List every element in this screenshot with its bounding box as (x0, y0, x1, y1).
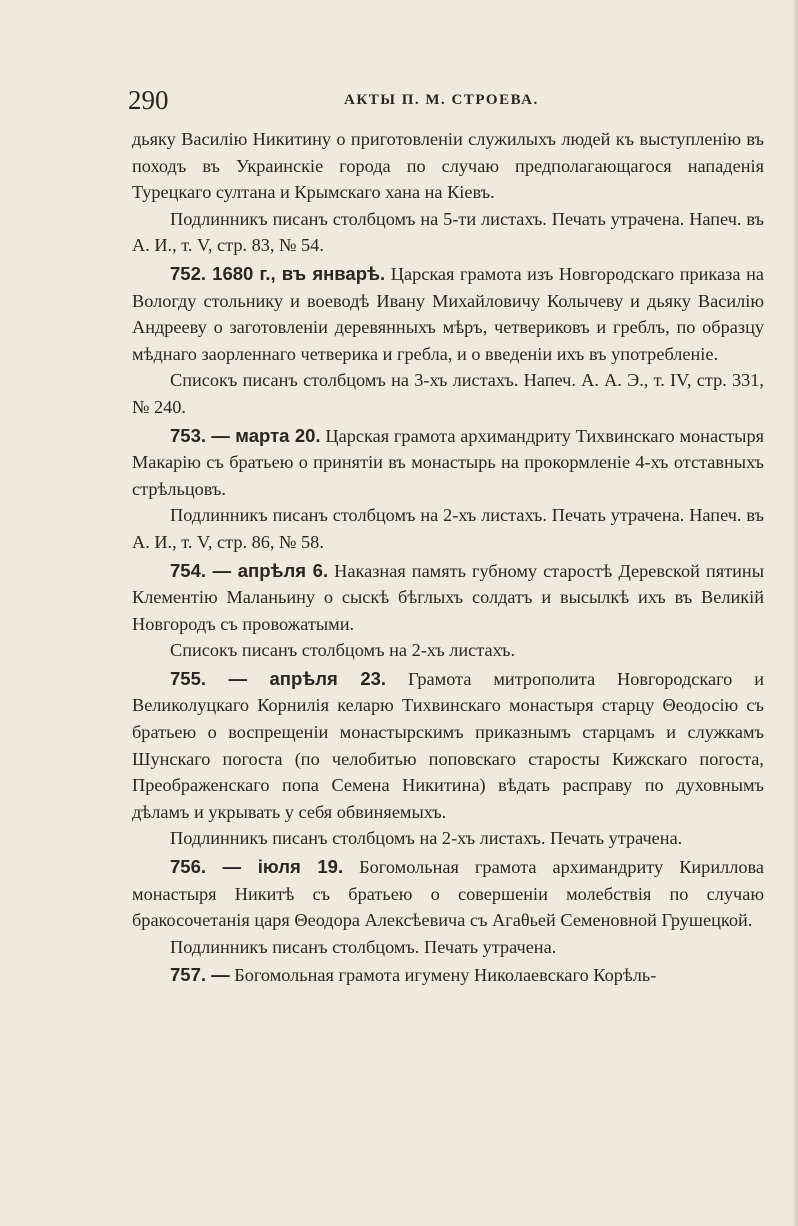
running-head: АКТЫ П. М. СТРОЕВА. (344, 92, 539, 108)
entry-757-lead: 757. — (170, 964, 230, 986)
entry-756-note: Подлинникъ писанъ столбцомъ. Печать утрачена. (170, 936, 557, 957)
continuation-text: дьяку Василію Никитину о приготовленіи служилыхъ людей къ выступленію въ походъ въ Украинскіе города по случаю предполагающагося нападенія Турецкаго султана и Крымскаго хана на Кіевъ. (132, 129, 764, 203)
entry-755-note: Подлинникъ писанъ столбцомъ на 2-хъ листахъ. Печать утрачена. (170, 828, 683, 849)
entry-757 (132, 962, 764, 989)
entry-756-lead: 756. — іюля 19. (170, 856, 344, 878)
entry-755-text: Грамота митрополита Новгородскаго и Великолуцкаго Корнилія келарю Тихвинскаго монастыря старцу Θеодосію съ братьею о воспрещеніи монастырскимъ приказнымъ старцамъ и служкамъ Шунскаго погоста (по челобитью поповскаго старосты Кижскаго погоста, Преображенскаго попа Семена Никитина) вѣдать расправу по духовнымъ дѣламъ и укрывать у себя обвиняемыхъ. (132, 668, 764, 822)
entry-752 (132, 261, 764, 367)
entry-755 (132, 666, 764, 826)
page-header (128, 82, 764, 118)
entry-754-note: Списокъ писанъ столбцомъ на 2-хъ листахъ. (170, 640, 516, 661)
entry-754 (132, 558, 764, 638)
entry-753-note: Подлинникъ писанъ столбцомъ на 2-хъ листахъ. Печать утрачена. Напеч. въ А. И., т. V, стр. 86, № 58. (132, 505, 764, 552)
entry-752-lead: 752. 1680 г., въ январѣ. (170, 262, 386, 284)
entry-754-text: Наказная память губному старостѣ Деревской пятины Клементію Маланьину о сыскѣ бѣглыхъ солдатъ и высылкѣ ихъ въ Великій Новгородъ съ провожатыми. (132, 560, 764, 634)
entry-755-lead: 755. — апрѣля 23. (170, 667, 387, 689)
page-edge-shadow (792, 0, 798, 1226)
continuation-note: Подлинникъ писанъ столбцомъ на 5-ти листахъ. Печать утрачена. Напеч. въ А. И., т. V, стр. 83, № 54. (132, 208, 764, 256)
entry-753 (132, 423, 764, 503)
page-body (132, 126, 764, 989)
entry-753-lead: 753. — марта 20. (170, 424, 321, 446)
entry-756-text: Богомольная грамота архимандриту Кириллова монастыря Никитѣ съ братьею о совершеніи молебствія по случаю бракосочетанія царя Θеодора Алексѣевича съ Агаθьей Семеновной Грушецкой. (132, 857, 764, 931)
page-number: 290 (128, 85, 169, 115)
entry-752-text: Царская грамота изъ Новгородскаго приказа на Вологду стольнику и воеводѣ Ивану Михайловичу Колычеву и дьяку Василію Андрееву о заготовленіи деревянныхъ мѣръ, четвериковъ и греблъ, по образцу мѣднаго заорленнаго четверика и гребла, и о введеніи ихъ въ употребленіе. (132, 263, 764, 364)
entry-752-note: Списокъ писанъ столбцомъ на 3-хъ листахъ. Напеч. А. А. Э., т. IV, стр. 331, № 240. (132, 370, 764, 417)
entry-757-text: Богомольная грамота игумену Николаевскаго Корѣль- (234, 965, 657, 986)
entry-753-text: Царская грамота архимандриту Тихвинскаго монастыря Макарію съ братьею о принятіи въ монастырь на прокормленіе 4-хъ отставныхъ стрѣльцовъ. (132, 425, 764, 499)
entry-754-lead: 754. — апрѣля 6. (170, 559, 329, 581)
entry-756 (132, 854, 764, 934)
